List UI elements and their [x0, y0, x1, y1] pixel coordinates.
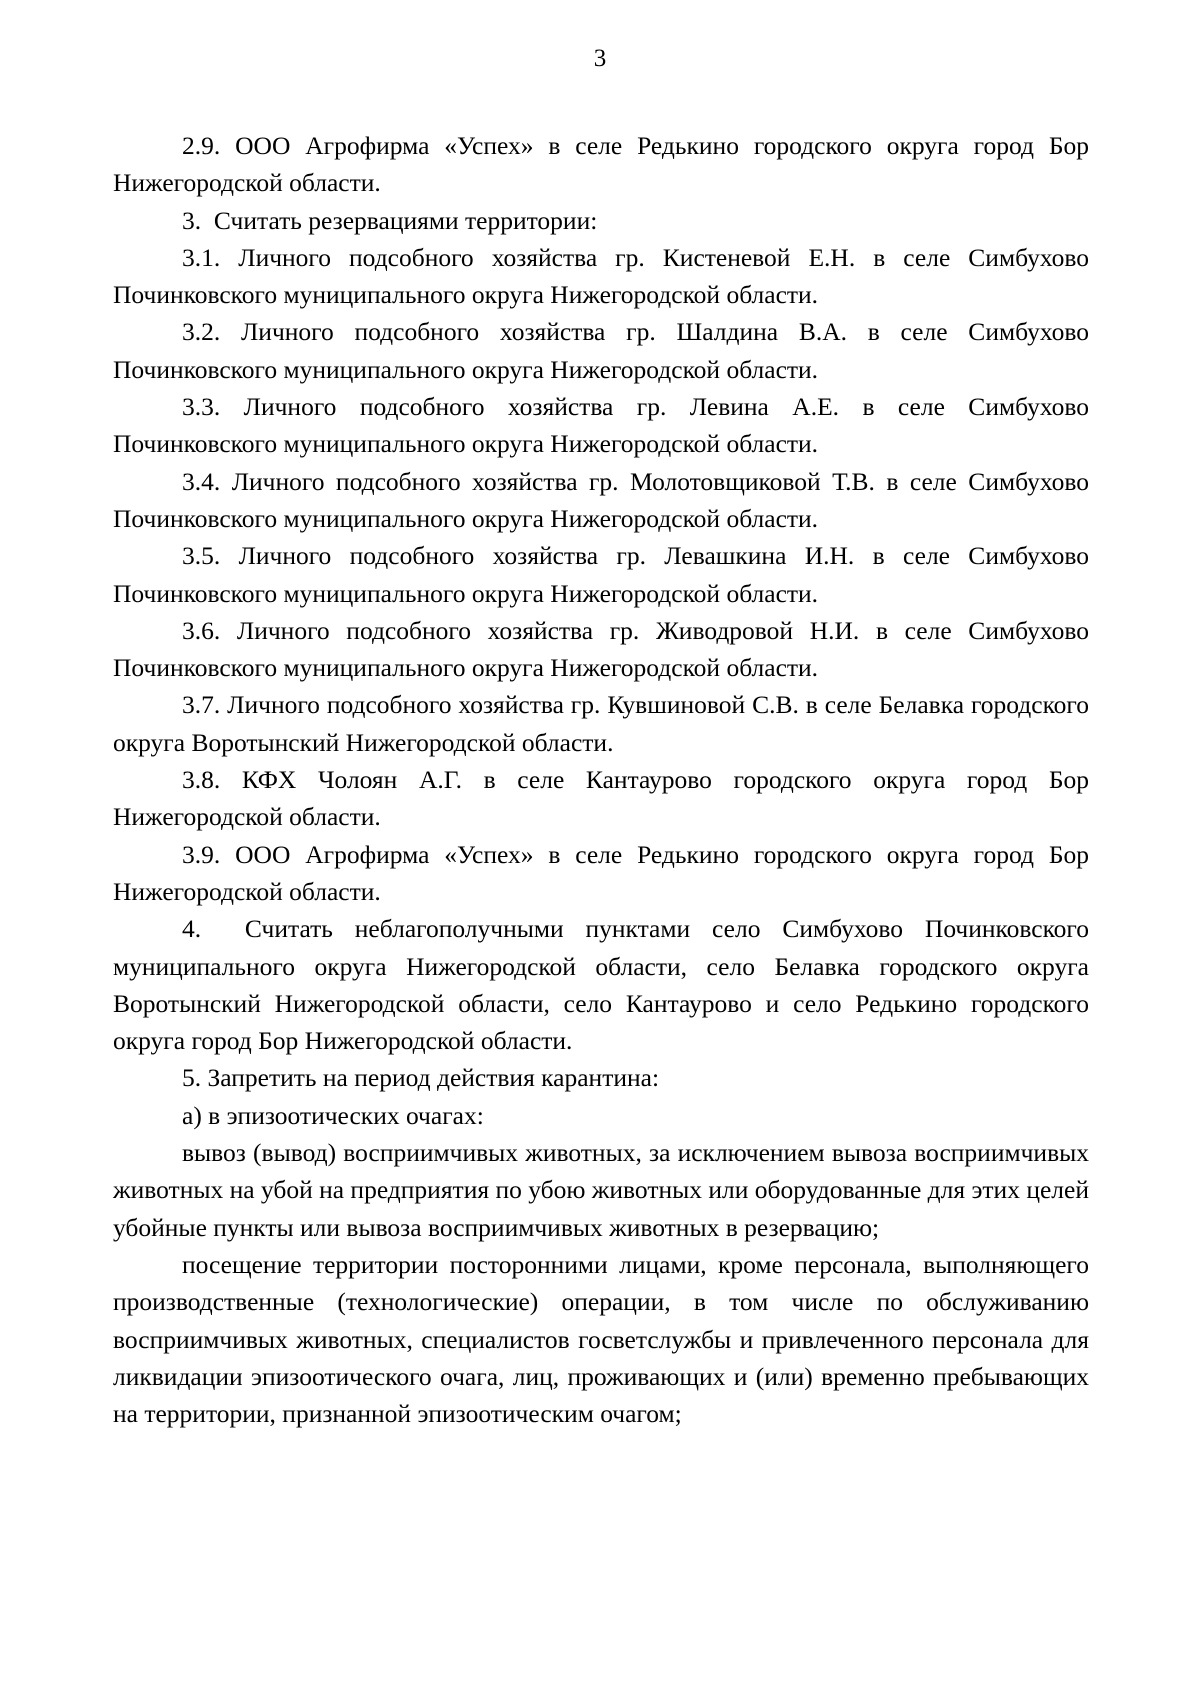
paragraph-3-9: 3.9. ООО Агрофирма «Успех» в селе Редькино городского округа город Бор Нижегородской области.	[113, 839, 1089, 906]
paragraph-visit-ban: посещение территории посторонними лицами, кроме персонала, выполняющего производственные (технологические) операции, в том числе по обслуживанию восприимчивых животных, специалистов госветслужбы и привлеченного персонала для ликвидации эпизоотического очага, лиц, проживающих и (или) временно пребывающих на территории, признанной эпизоотическим очагом;	[113, 1249, 1089, 1429]
paragraph-export-ban: вывоз (вывод) восприимчивых животных, за исключением вывоза восприимчивых животных на убой на предприятия по убою животных или оборудованные для этих целей убойные пункты или вывоза восприимчивых животных в резервацию;	[113, 1138, 1089, 1242]
paragraph-3-8: 3.8. КФХ Чолоян А.Г. в селе Кантаурово городского округа город Бор Нижегородской области.	[113, 765, 1089, 832]
paragraph-3-3: 3.3. Личного подсобного хозяйства гр. Левина А.Е. в селе Симбухово Починковского муниципального округа Нижегородской области.	[113, 392, 1089, 459]
paragraph-3: 3. Считать резервациями территории:	[182, 205, 598, 235]
paragraph-4: 4. Считать неблагополучными пунктами село Симбухово Починковского муниципального округа Нижегородской области, село Белавка городского округа Воротынский Нижегородской области, село Кантаурово и село Редькино городского округа город Бор Нижегородской области.	[113, 914, 1089, 1056]
document-body	[113, 127, 1089, 1432]
paragraph-2-9: 2.9. ООО Агрофирма «Успех» в селе Редькино городского округа город Бор Нижегородской области.	[113, 131, 1089, 198]
paragraph-5-a: а) в эпизоотических очагах:	[182, 1100, 484, 1130]
paragraph-3-1: 3.1. Личного подсобного хозяйства гр. Кистеневой Е.Н. в селе Симбухово Починковского муниципального округа Нижегородской области.	[113, 242, 1089, 310]
paragraph-5: 5. Запретить на период действия карантина:	[182, 1063, 660, 1093]
page-number: 3	[593, 45, 607, 72]
paragraph-3-4: 3.4. Личного подсобного хозяйства гр. Молотовщиковой Т.В. в селе Симбухово Починковского муниципального округа Нижегородской области.	[113, 466, 1089, 533]
paragraph-3-2: 3.2. Личного подсобного хозяйства гр. Шалдина В.А. в селе Симбухово Починковского муниципального округа Нижегородской области.	[113, 317, 1089, 384]
paragraph-3-7: 3.7. Личного подсобного хозяйства гр. Кувшиновой С.В. в селе Белавка городского округа Воротынский Нижегородской области.	[113, 690, 1089, 757]
paragraph-3-5: 3.5. Личного подсобного хозяйства гр. Левашкина И.Н. в селе Симбухово Починковского муниципального округа Нижегородской области.	[113, 541, 1089, 608]
paragraph-3-6: 3.6. Личного подсобного хозяйства гр. Живодровой Н.И. в селе Симбухово Починковского муниципального округа Нижегородской области.	[113, 615, 1089, 683]
